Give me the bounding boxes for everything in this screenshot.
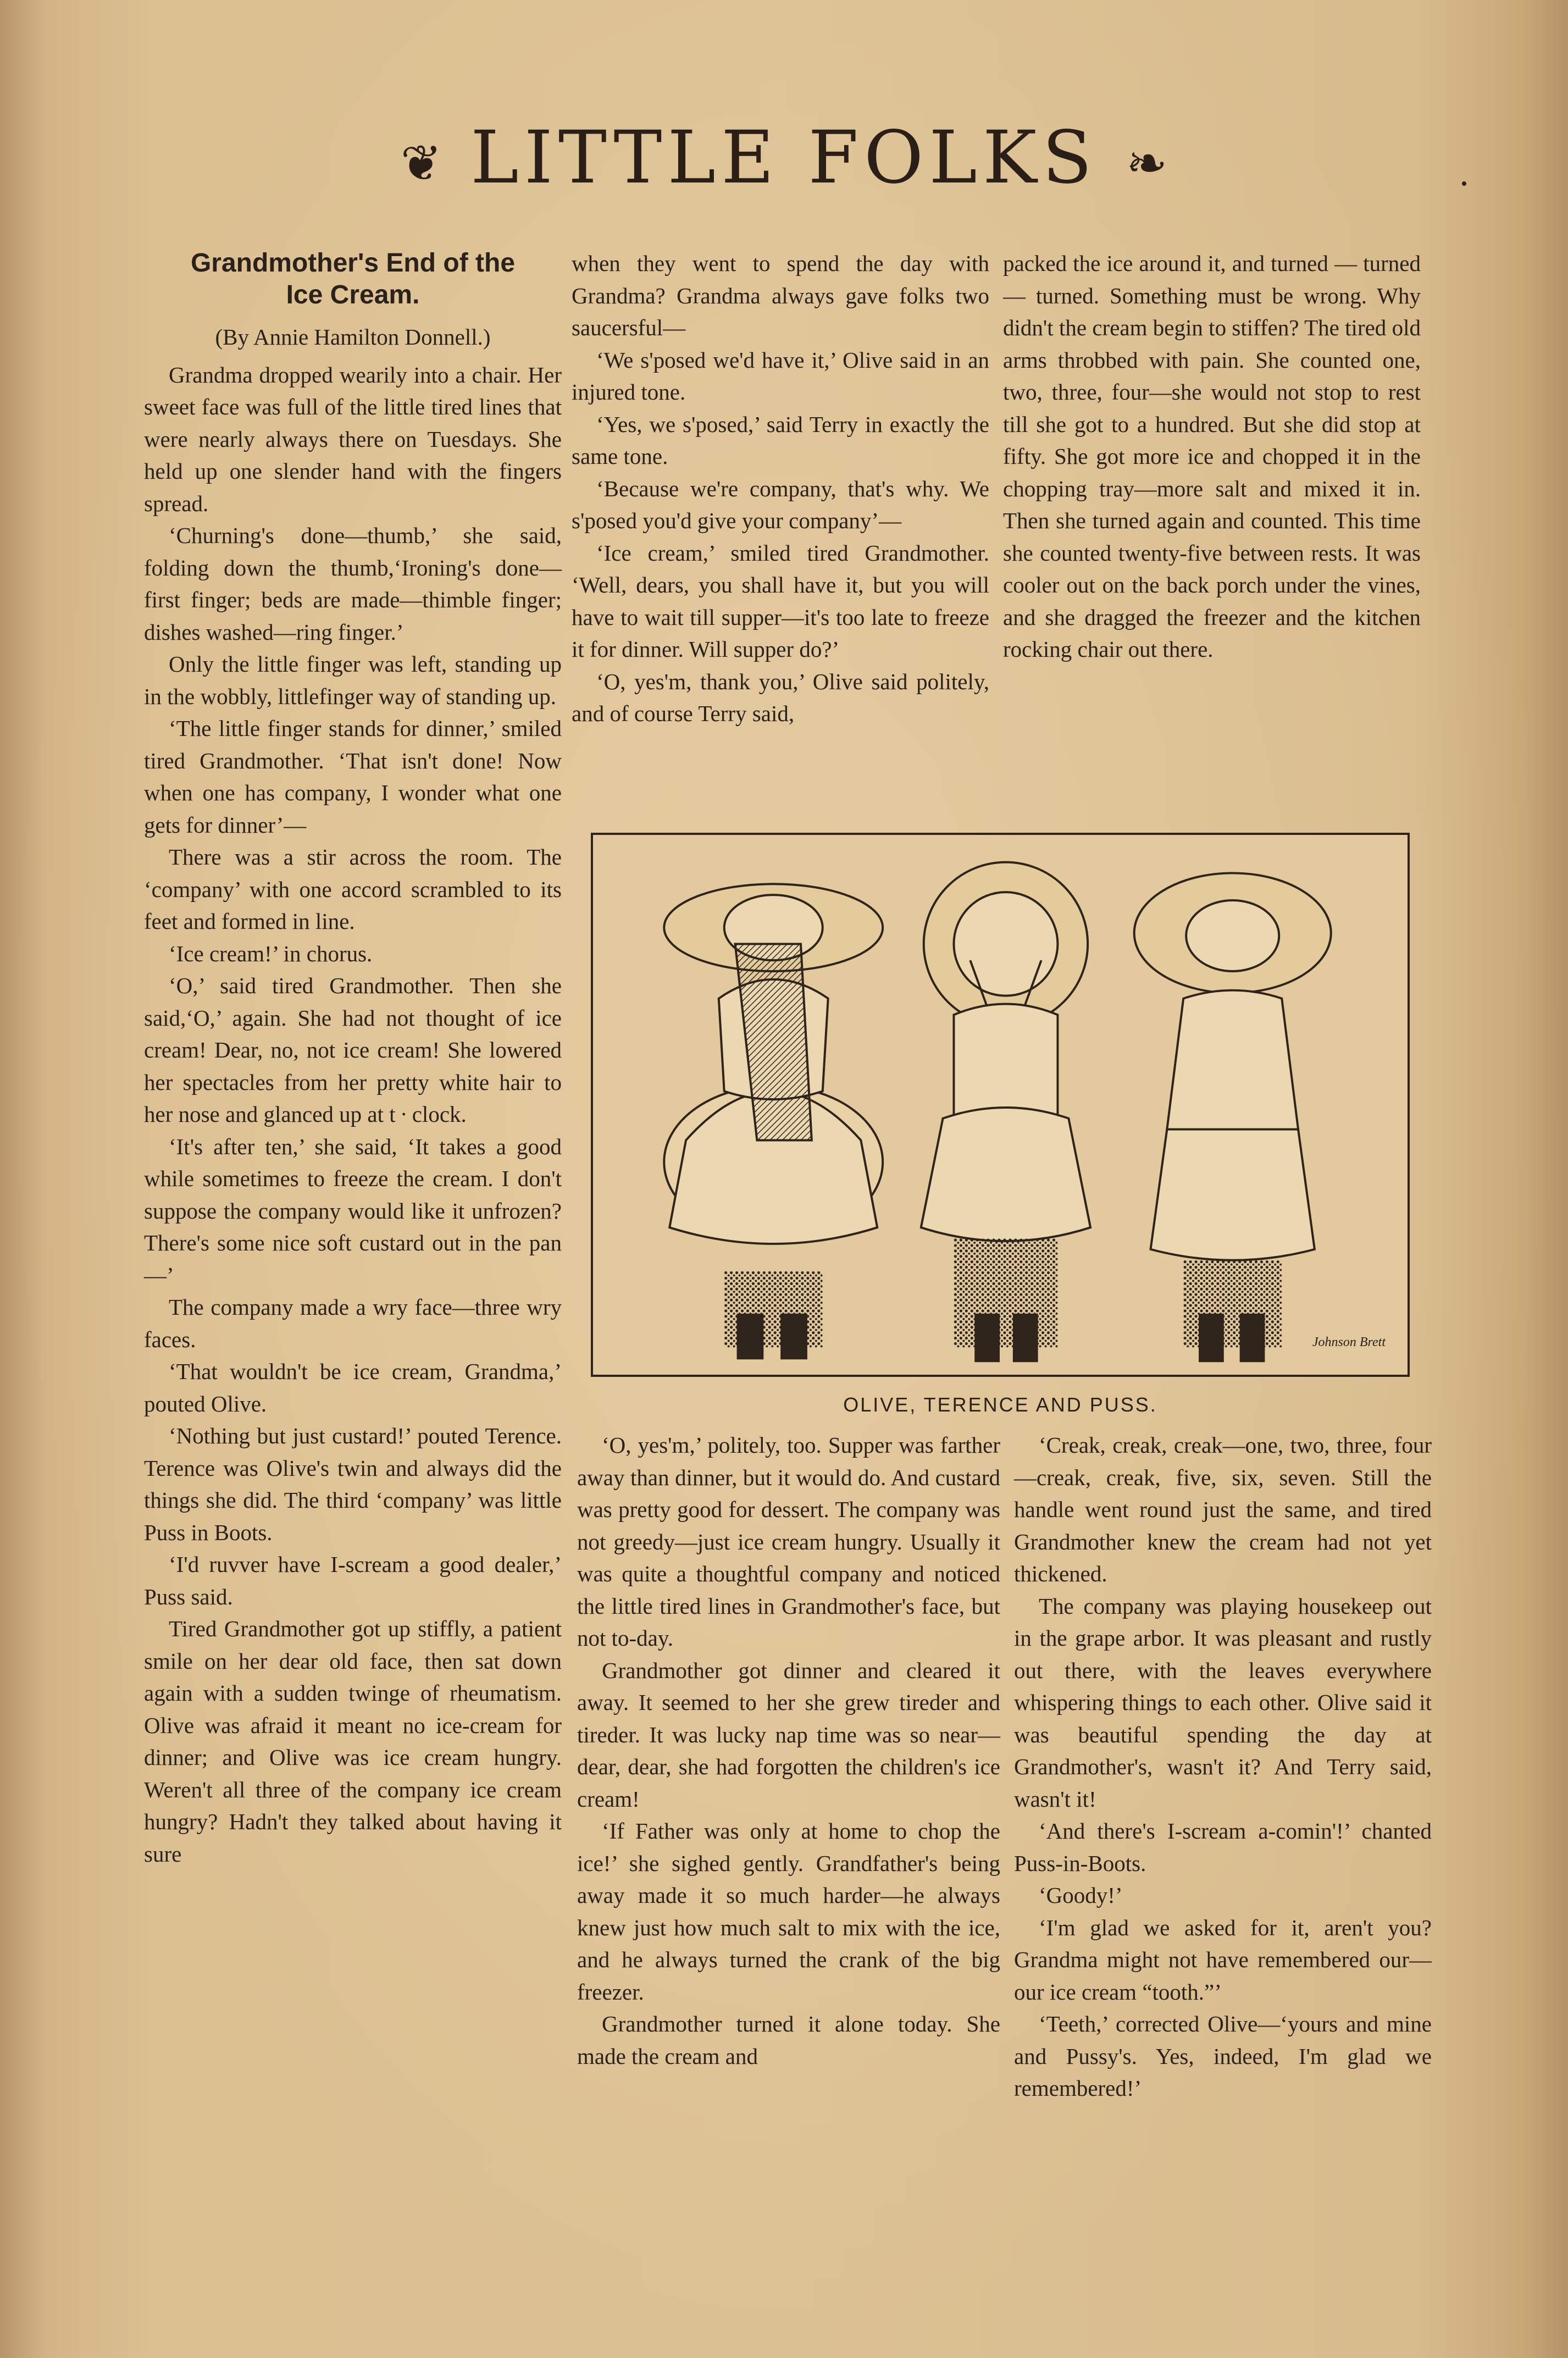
paragraph: ‘Nothing but just custard!’ pouted Terence. Terence was Olive's twin and always did the things she did. The third ‘company’ was little Puss in Boots.	[144, 1423, 562, 1545]
paragraph: ‘O, yes'm, thank you,’ Olive said politely, and of course Terry said,	[572, 668, 989, 726]
column-2-top	[572, 247, 989, 797]
ornament-right-icon: ❧	[1126, 135, 1168, 192]
paragraph: ‘If Father was only at home to chop the ice!’ she sighed gently. Grandfather's being away made it so much harder—he always knew just how much salt to mix with the ice, and he always turned the crank of the big freezer.	[577, 1818, 1000, 2005]
paragraph: The company made a wry face—three wry faces.	[144, 1294, 562, 1352]
column-1	[144, 247, 562, 1870]
paragraph: Grandma dropped wearily into a chair. Her sweet face was full of the little tired lines that were nearly always there on Tuesdays. She held up one slender hand with the fingers spread.	[144, 362, 562, 516]
paragraph: Only the little finger was left, standing up in the wobbly, littlefinger way of standing up.	[144, 651, 562, 709]
paragraph: ‘O,’ said tired Grandmother. Then she said,‘O,’ again. She had not thought of ice cream! Dear, no, not ice cream! She lowered her spectacles from her pretty white hair to her nose and glanced up at t · clock.	[144, 973, 562, 1127]
column-3-top	[1003, 247, 1421, 797]
illustration-drawing	[593, 835, 1408, 1375]
paragraph: ‘Creak, creak, creak—one, two, three, four—creak, creak, five, six, seven. Still the handle went round just the same, and tired Grandmother knew the cream had not yet thickened.	[1014, 1432, 1432, 1586]
paragraph: ‘Yes, we s'posed,’ said Terry in exactly the same tone.	[572, 411, 989, 469]
paragraph: Tired Grandmother got up stiffly, a patient smile on her dear old face, then sat down again with a sudden twinge of rheumatism. Olive was afraid it meant no ice-cream for dinner; and Olive was ice cream hungry. Weren't all three of the company ice cream hungry? Hadn't they talked about having it sure	[144, 1616, 562, 1867]
story-title	[144, 247, 562, 311]
illustrator-signature: Johnson Brett	[1312, 1335, 1386, 1349]
paragraph: packed the ice around it, and turned — turned — turned. Something must be wrong. Why didn't the cream begin to stiffen? The tired old arms throbbed with pain. She counted one, two, three, four—she would not stop to rest till she got to a hundred. But she did stop at fifty. She got more ice and chopped it in the chopping tray—more salt and mixed it in. Then she turned again and counted. This time she counted twenty-five between rests. It was cooler out on the back porch under the vines, and she dragged the freezer and the kitchen rocking chair out there.	[1003, 251, 1421, 662]
masthead-title: LITTLE FOLKS	[470, 115, 1098, 200]
illustration-caption: OLIVE, TERENCE AND PUSS.	[843, 1393, 1157, 1416]
paragraph: when they went to spend the day with Grandma? Grandma always gave folks two saucersful—	[572, 251, 989, 340]
paragraph: ‘The little finger stands for dinner,’ smiled tired Grandmother. ‘That isn't done! Now when one has company, I wonder what one gets for dinner’—	[144, 716, 562, 838]
paragraph: ‘I'd ruvver have I-scream a good dealer,’ Puss said.	[144, 1552, 562, 1609]
paragraph: The company was playing housekeep out in the grape arbor. It was pleasant and rustly out there, with the leaves everywhere whispering things to each other. Olive said it was beautiful spending the day at Grandmother's, wasn't it? And Terry said, wasn't it!	[1014, 1593, 1432, 1812]
paragraph: ‘I'm glad we asked for it, aren't you? Grandma might not have remembered our—our ice cream “tooth.”’	[1014, 1914, 1432, 2005]
column-1-paragraphs	[144, 359, 562, 1870]
figure-olive	[664, 884, 883, 1358]
ornament-left-icon: ❦	[400, 135, 442, 192]
paragraph: ‘O, yes'm,’ politely, too. Supper was farther away than dinner, but it would do. And custard was pretty good for dessert. The company was not greedy—just ice cream hungry. Usually it was quite a thoughtful company and noticed the little tired lines in Grandmother's face, but not to-day.	[577, 1432, 1000, 1651]
paragraph: Grandmother turned it alone today. She made the cream and	[577, 2011, 1000, 2069]
paragraph: ‘Goody!’	[1039, 1883, 1123, 1908]
story-title-line-1: Grandmother's End of the	[190, 248, 516, 278]
print-speck	[1462, 181, 1466, 186]
masthead	[0, 115, 1568, 214]
paragraph: ‘Because we're company, that's why. We s'posed you'd give your company’—	[572, 475, 989, 533]
paragraph: ‘Churning's done—thumb,’ she said, folding down the thumb,‘Ironing's done—first finger; beds are made—thimble finger; dishes washed—ring finger.’	[144, 523, 562, 645]
paragraph: Grandmother got dinner and cleared it away. It seemed to her she grew tireder and tireder. It was lucky nap time was so near—dear, dear, she had forgotten the children's ice cream!	[577, 1657, 1000, 1812]
figure-terence	[921, 862, 1090, 1361]
paragraph: ‘Ice cream,’ smiled tired Grandmother. ‘Well, dears, you shall have it, but you will have to wait till supper—it's too late to freeze it for dinner. Will supper do?’	[572, 540, 989, 662]
paragraph: ‘We s'posed we'd have it,’ Olive said in an injured tone.	[572, 347, 989, 405]
story-title-line-2: Ice Cream.	[286, 280, 420, 309]
paragraph: There was a stir across the room. The ‘company’ with one accord scrambled to its feet and formed in line.	[144, 844, 562, 934]
paragraph: ‘Ice cream!’ in chorus.	[169, 940, 373, 966]
paragraph: ‘And there's I-scream a-comin'!’ chanted Puss-in-Boots.	[1014, 1818, 1432, 1876]
column-3-bottom	[1014, 1429, 1432, 2105]
byline: (By Annie Hamilton Donnell.)	[215, 324, 491, 350]
paragraph: ‘It's after ten,’ she said, ‘It takes a good while sometimes to freeze the cream. I don't suppose the company would like it unfrozen? There's some nice soft custard out in the pan—’	[144, 1133, 562, 1288]
paragraph: ‘That wouldn't be ice cream, Grandma,’ pouted Olive.	[144, 1359, 562, 1416]
paragraph: ‘Teeth,’ corrected Olive—‘yours and mine and Pussy's. Yes, indeed, I'm glad we remembered!’	[1014, 2011, 1432, 2101]
illustration-three-children	[591, 833, 1410, 1377]
figure-puss	[1134, 873, 1331, 1361]
column-2-bottom	[577, 1429, 1000, 2072]
